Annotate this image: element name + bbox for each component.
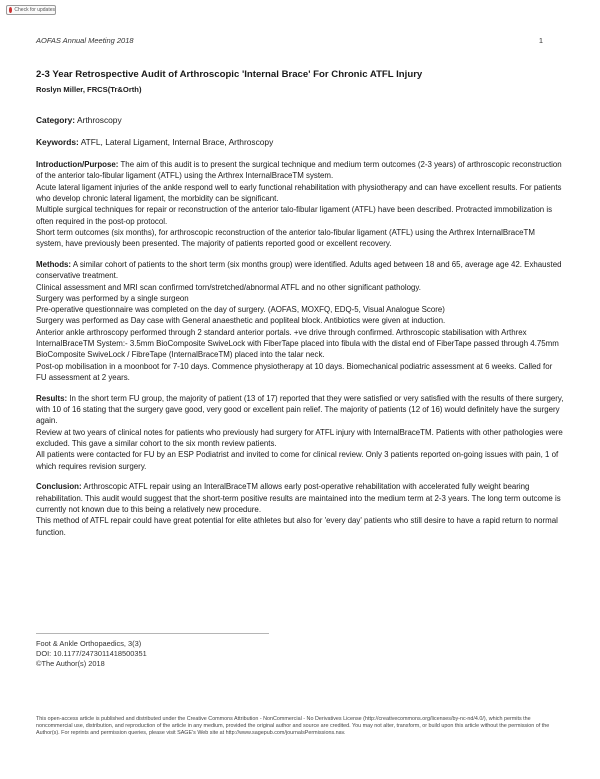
methods-paragraph: Post-op mobilisation in a moonboot for 7-10 days. Commence physiotherapy at 10 days. Biomechanical podiatric assessment at 6 weeks. Called for FU assessment at 2 years. [36, 361, 553, 382]
category-line [36, 115, 564, 126]
results-text: In the short term FU group, the majority of patient (13 of 17) reported that they were satisfied or very satisfied with the results of there surgery, with 10 of 16 stating that the surgery gave good, very good or excellent pain relief. The majority of patients (12 of 16) would definitely have the surgery again. [36, 393, 564, 426]
keywords-section [36, 137, 564, 148]
copyright-notice: ©The Author(s) 2018 [36, 658, 105, 668]
article-author: Roslyn Miller, FRCS(Tr&Orth) [36, 85, 142, 94]
license-notice: This open-access article is published and distributed under the Creative Commons Attribution - NonCommercial - No Derivatives License (http://creativecommons.org/licenses/by-nc-nd/4.0/), which permits the noncommercial use, distribution, and reproduction of the article in any medium, provided the original author and source are credited. You may not alter, transform, or build upon this article without the permission of the Author(s). For reprints and permission queries, please visit SAGE's Web site at http://www.sagepub.com/journalsPermissions.nav. [36, 716, 550, 737]
conclusion-paragraph [36, 481, 564, 515]
category-value: Arthroscopy [76, 115, 122, 125]
methods-label: Methods: [36, 259, 72, 269]
conclusion-section [36, 481, 564, 537]
methods-paragraph: Anterior ankle arthroscopy performed through 2 standard anterior portals. +ve drive through confirmed. Arthroscopic stabilisation with Arthrex InternalBraceTM System:- 3.5mm BioComposite SwiveLock with FiberTape placed into fibula with the distal end of FiberTape passed through 4.75mm BioComposite SwiveLock / FibreTape (InternalBraceTM) placed into the talar neck. [36, 327, 559, 360]
methods-paragraph: Clinical assessment and MRI scan confirmed torn/stretched/abnormal ATFL and no other significant pathology. [36, 282, 421, 292]
check-for-updates-label: Check for updates [14, 7, 55, 13]
methods-paragraph: Surgery was performed as Day case with General anaesthetic and popliteal block. Antibiotics were given at induction. [36, 316, 446, 326]
introduction-paragraph: Multiple surgical techniques for repair or reconstruction of the anterior talo-fibular ligament (ATFL) have been described. Protracted immobilization is often required in the post-op protocol. [36, 205, 553, 226]
doi-link[interactable]: DOI: 10.1177/2473011418500351 [36, 648, 147, 658]
results-paragraph [36, 393, 564, 427]
methods-paragraph: Pre-operative questionnaire was completed on the day of surgery. (AOFAS, MOXFQ, EDQ-5, Visual Analogue Score) [36, 305, 445, 315]
check-for-updates-badge[interactable] [6, 5, 56, 15]
results-section [36, 393, 564, 472]
footer-divider [36, 633, 269, 634]
crossmark-icon [9, 7, 12, 13]
methods-paragraph: Surgery was performed by a single surgeon [36, 293, 189, 303]
page-number: 1 [538, 36, 543, 45]
introduction-paragraph: Short term outcomes (six months), for arthroscopic reconstruction of the anterior talo-fibular ligament (ATFL) using the Arthrex InternalBraceTM system, have previously been presented. The majority of patients reported good or excellent recovery. [36, 227, 535, 249]
results-paragraph: Review at two years of clinical notes for patients who previously had surgery for ATFL injury with InternalBraceTM. Patients with other pathologies were excluded. This gave a similar cohort to the six month review patients. [36, 427, 563, 448]
results-label: Results: [36, 393, 68, 403]
keywords-line [36, 137, 564, 148]
methods-text: A similar cohort of patients to the short term (six months group) were identified. Adults aged between 18 and 65, average age 42. Exhausted conservative treatment. [36, 259, 562, 281]
keywords-value: ATFL, Lateral Ligament, Internal Brace, Arthroscopy [80, 136, 274, 147]
methods-paragraph [36, 259, 564, 282]
keywords-label: Keywords: [36, 136, 79, 147]
results-paragraph: All patients were contacted for FU by an ESP Podiatrist and invited to come for clinical review. Only 3 patients reported on-going issues with pain, 1 of which requires revision surgery. [36, 450, 559, 471]
conclusion-text: Arthroscopic ATFL repair using an InteralBraceTM allows early post-operative rehabilitation with accelerated fully weight bearing rehabilitation. This audit would suggest that the short-term positive results are maintained into the medium term at 2-3 years. The long term outcome is currently not known due to this being a relatively new procedure. [36, 482, 561, 514]
methods-section [36, 259, 564, 383]
introduction-paragraph [36, 159, 564, 182]
introduction-text: The aim of this audit is to present the surgical technique and medium term outcomes (2-3 years) of arthroscopic reconstruction of the anterior talo-fibular ligament (ATFL) using the Arthrex InternalBraceTM system. [36, 160, 562, 181]
conclusion-paragraph: This method of ATFL repair could have great potential for elite athletes but also for 'every day' patients who still desire to have a rapid return to normal function. [36, 516, 558, 537]
running-head: AOFAS Annual Meeting 2018 [36, 36, 134, 45]
introduction-label: Introduction/Purpose: [36, 160, 119, 170]
article-title: 2-3 Year Retrospective Audit of Arthroscopic 'Internal Brace' For Chronic ATFL Injury [36, 69, 423, 80]
article-body [36, 115, 564, 547]
category-label: Category: [36, 115, 76, 125]
introduction-paragraph: Acute lateral ligament injuries of the ankle respond well to early functional rehabilitation with physiotherapy and can have excellent results. For patients who develop chronic lateral ligament, the morbidity can be significant. [36, 182, 562, 203]
category-section [36, 115, 564, 126]
journal-footer [36, 639, 147, 668]
journal-citation: Foot & Ankle Orthopaedics, 3(3) [36, 639, 142, 648]
introduction-section [36, 159, 564, 249]
conclusion-label: Conclusion: [36, 482, 82, 492]
